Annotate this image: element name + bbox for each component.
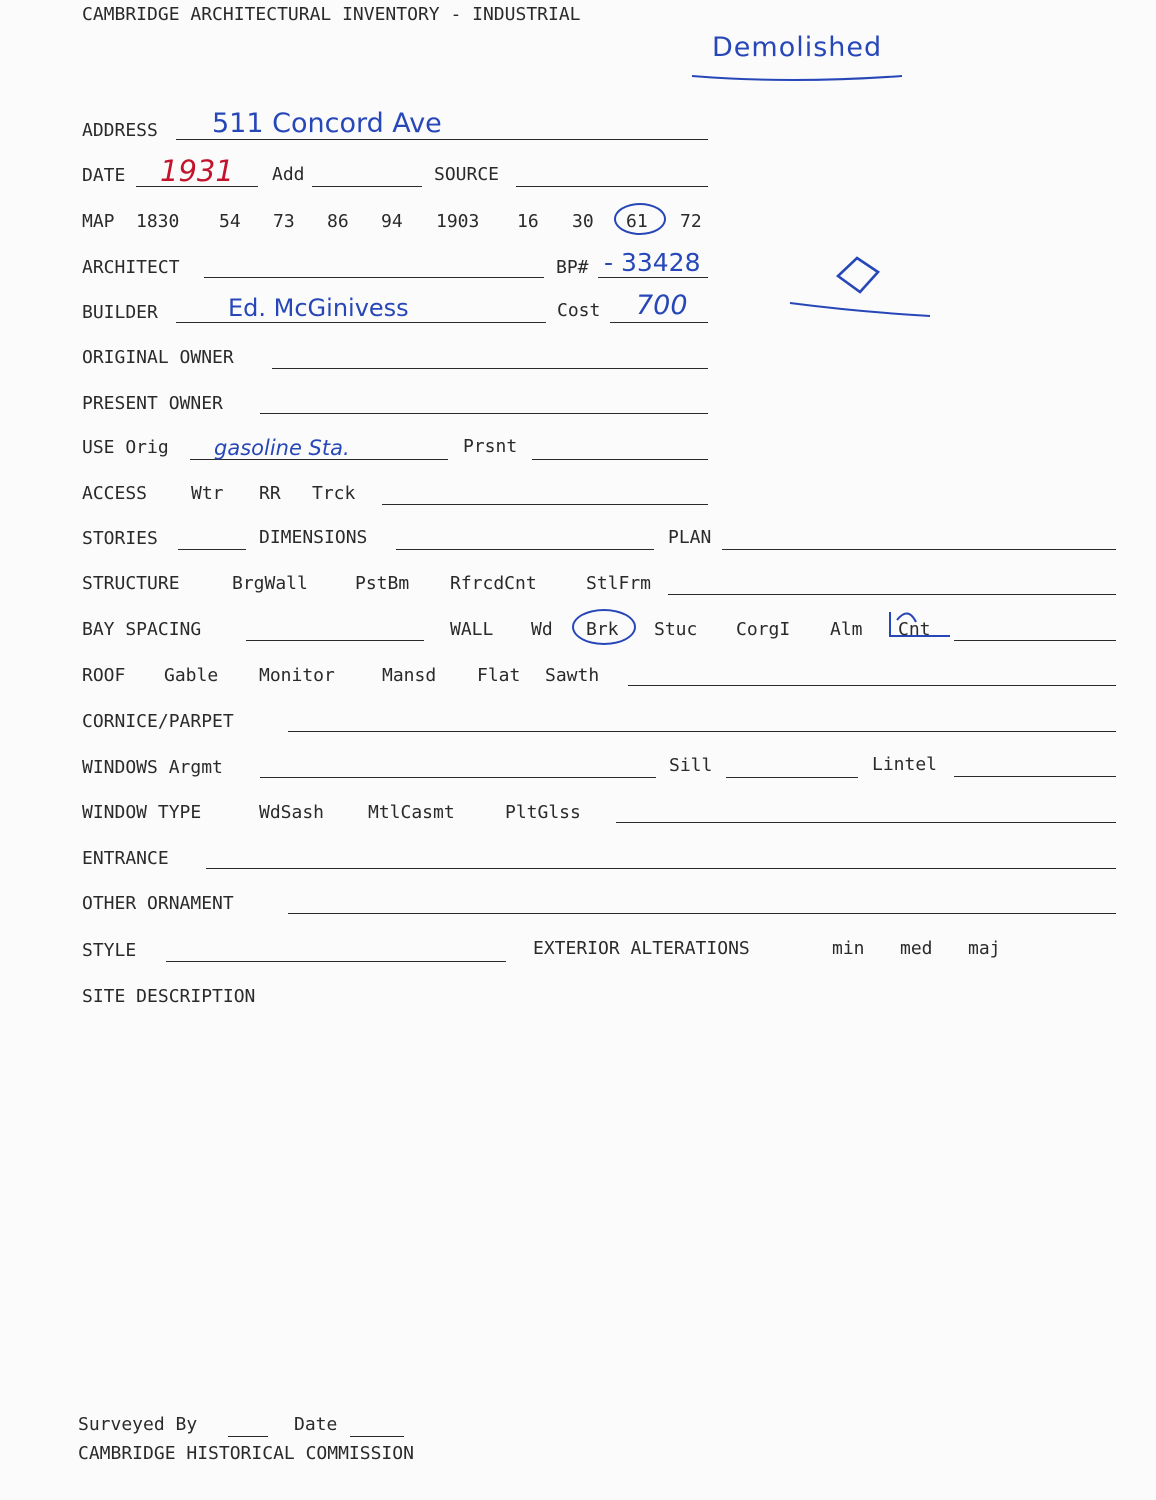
present-owner-label: PRESENT OWNER [82, 393, 223, 414]
other-ornament-line [288, 913, 1116, 914]
windows-argmt-label: WINDOWS Argmt [82, 757, 223, 778]
date-label: DATE [82, 165, 126, 186]
roof-mansd: Mansd [382, 665, 437, 686]
access-line [382, 504, 708, 505]
prsnt-label: Prsnt [463, 436, 518, 457]
cost-label: Cost [557, 300, 601, 321]
map-year-73: 73 [273, 211, 295, 232]
surveyed-by-label: Surveyed By [78, 1414, 198, 1435]
date-value: 1931 [160, 154, 234, 188]
bay-spacing-label: BAY SPACING [82, 619, 202, 640]
original-owner-label: ORIGINAL OWNER [82, 347, 234, 368]
roof-sawth: Sawth [545, 665, 600, 686]
wall-alm: Alm [830, 619, 863, 640]
alterations-maj: maj [968, 938, 1001, 959]
wall-cnt: Cnt [898, 619, 931, 640]
cost-value: 700 [636, 290, 688, 321]
window-type-label: WINDOW TYPE [82, 802, 202, 823]
wall-label: WALL [450, 619, 494, 640]
cornice-label: CORNICE/PARPET [82, 711, 234, 732]
dimensions-line [396, 549, 654, 550]
access-label: ACCESS [82, 483, 148, 504]
window-type-line [616, 822, 1116, 823]
source-label: SOURCE [434, 164, 500, 185]
use-orig-value: gasoline Sta. [214, 436, 350, 460]
entrance-line [206, 868, 1116, 869]
wall-brk: Brk [586, 619, 619, 640]
wall-wd: Wd [531, 619, 553, 640]
use-orig-label: USE Orig [82, 437, 169, 458]
style-label: STYLE [82, 940, 137, 961]
prsnt-line [532, 459, 708, 460]
site-description-label: SITE DESCRIPTION [82, 986, 256, 1007]
architect-label: ARCHITECT [82, 257, 180, 278]
roof-line [628, 685, 1116, 686]
bp-value: - 33428 [604, 248, 701, 277]
window-type-wdsash: WdSash [259, 802, 325, 823]
bp-label: BP# [556, 257, 589, 278]
structure-rfrcdcnt: RfrcdCnt [450, 573, 537, 594]
windows-argmt-line [260, 777, 656, 778]
other-ornament-label: OTHER ORNAMENT [82, 893, 234, 914]
builder-line [176, 322, 546, 323]
window-type-mtlcasmt: MtlCasmt [368, 802, 455, 823]
wall-corgi: CorgI [736, 619, 791, 640]
wall-line [954, 640, 1116, 641]
map-year-94: 94 [381, 211, 403, 232]
address-label: ADDRESS [82, 120, 158, 141]
map-year-72: 72 [680, 211, 702, 232]
dimensions-label: DIMENSIONS [259, 527, 368, 548]
surveyed-by-line [228, 1436, 268, 1437]
cornice-line [288, 731, 1116, 732]
sill-line [726, 777, 858, 778]
entrance-label: ENTRANCE [82, 848, 169, 869]
add-label: Add [272, 164, 305, 185]
map-year-86: 86 [327, 211, 349, 232]
structure-label: STRUCTURE [82, 573, 180, 594]
roof-gable: Gable [164, 665, 219, 686]
style-line [166, 961, 506, 962]
footer-date-line [350, 1436, 404, 1437]
wall-stuc: Stuc [654, 619, 698, 640]
stories-label: STORIES [82, 528, 158, 549]
cost-line [610, 322, 708, 323]
demolished-note: Demolished [712, 32, 883, 63]
map-label: MAP [82, 211, 115, 232]
commission-name: CAMBRIDGE HISTORICAL COMMISSION [78, 1443, 414, 1464]
footer-date-label: Date [294, 1414, 338, 1435]
bay-spacing-line [246, 640, 424, 641]
structure-stlfrm: StlFrm [586, 573, 652, 594]
exterior-alterations-label: EXTERIOR ALTERATIONS [533, 938, 750, 959]
map-year-1903: 1903 [436, 211, 480, 232]
form-title: CAMBRIDGE ARCHITECTURAL INVENTORY - INDUSTRIAL [82, 4, 581, 25]
address-value: 511 Concord Ave [212, 108, 442, 139]
map-year-16: 16 [517, 211, 539, 232]
alterations-min: min [832, 938, 865, 959]
map-year-54: 54 [219, 211, 241, 232]
structure-line [668, 594, 1116, 595]
plan-line [722, 549, 1116, 550]
access-rr: RR [259, 483, 281, 504]
roof-monitor: Monitor [259, 665, 335, 686]
builder-value: Ed. McGinivess [228, 294, 409, 322]
access-trck: Trck [312, 483, 356, 504]
lintel-label: Lintel [872, 754, 938, 775]
builder-label: BUILDER [82, 302, 158, 323]
present-owner-line [260, 413, 708, 414]
roof-flat: Flat [477, 665, 521, 686]
wall-brk-circle [572, 609, 636, 645]
sill-label: Sill [669, 755, 713, 776]
map-year-61: 61 [626, 211, 648, 232]
map-year-30: 30 [572, 211, 594, 232]
roof-label: ROOF [82, 665, 126, 686]
lintel-line [954, 776, 1116, 777]
structure-brgwall: BrgWall [232, 573, 308, 594]
alterations-med: med [900, 938, 933, 959]
structure-pstbm: PstBm [355, 573, 410, 594]
plan-label: PLAN [668, 527, 712, 548]
original-owner-line [272, 368, 708, 369]
map-year-1830: 1830 [136, 211, 180, 232]
access-wtr: Wtr [191, 483, 224, 504]
window-type-pltglss: PltGlss [505, 802, 581, 823]
stories-line [178, 549, 246, 550]
